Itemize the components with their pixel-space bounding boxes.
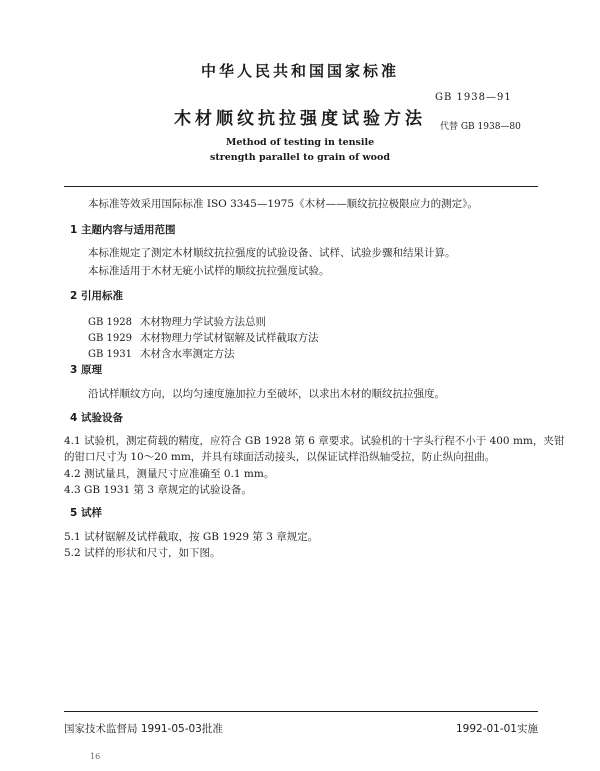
item-5-1: 5.1 试材锯解及试样截取，按 GB 1929 第 3 章规定。 (64, 531, 319, 543)
replaces-standard: 代替 GB 1938—80 (440, 122, 521, 132)
section-3-paragraph: 沿试样顺纹方向，以均匀速度施加拉力至破坏，以求出木材的顺纹抗拉强度。 (88, 388, 445, 400)
header-divider (64, 186, 538, 187)
english-title-line2: strength parallel to grain of wood (210, 152, 390, 163)
approval-date: 国家技术监督局 1991-05-03批准 (64, 723, 223, 735)
reference-row (88, 342, 235, 361)
footer-divider (64, 711, 538, 712)
item-4-1-line-2: 的钳口尺寸为 10～20 mm，并具有球面活动接头，以保证试样沿纵轴受拉，防止纵向扭曲。 (64, 451, 496, 463)
reference-name: 木材物理力学试验方法总则 (140, 316, 266, 328)
reference-code: GB 1929 (88, 333, 132, 344)
standard-number: GB 1938—91 (435, 92, 512, 103)
section-4-title: 4 试验设备 (70, 412, 123, 424)
reference-name: 木材含水率测定方法 (140, 348, 235, 360)
section-3-title: 3 原理 (70, 364, 102, 376)
implementation-date: 1992-01-01实施 (455, 723, 538, 735)
english-title-line1: Method of testing in tensile (225, 137, 375, 148)
item-4-2: 4.2 测试量具，测量尺寸应准确至 0.1 mm。 (64, 468, 275, 480)
reference-code: GB 1928 (88, 317, 132, 328)
reference-code: GB 1931 (88, 349, 132, 360)
section-1-title: 1 主题内容与适用范围 (70, 224, 176, 236)
reference-name: 木材物理力学试材锯解及试样截取方法 (140, 332, 319, 344)
item-4-3: 4.3 GB 1931 第 3 章规定的试验设备。 (64, 484, 252, 496)
item-4-1-line-1: 4.1 试验机，测定荷载的精度，应符合 GB 1928 第 6 章要求。试验机的十字头行程不小于 400 mm，夹钳 (64, 435, 565, 447)
item-5-2: 5.2 试样的形状和尺寸，如下图。 (64, 547, 221, 559)
section-1-paragraph-2: 本标准适用于木材无疵小试样的顺纹抗拉强度试验。 (88, 265, 330, 277)
section-1-paragraph-1: 本标准规定了测定木材顺纹抗拉强度的试验设备、试样、试验步骤和结果计算。 (88, 247, 456, 259)
intro-paragraph: 本标准等效采用国际标准 ISO 3345—1975《木材——顺纹抗拉极限应力的测定》。 (88, 198, 478, 210)
section-2-title: 2 引用标准 (70, 290, 123, 302)
national-standard-heading: 中华人民共和国国家标准 (200, 62, 399, 80)
section-5-title: 5 试样 (70, 507, 102, 519)
page-number: 16 (90, 752, 101, 761)
page-title: 木材顺纹抗拉强度试验方法 (174, 109, 426, 129)
